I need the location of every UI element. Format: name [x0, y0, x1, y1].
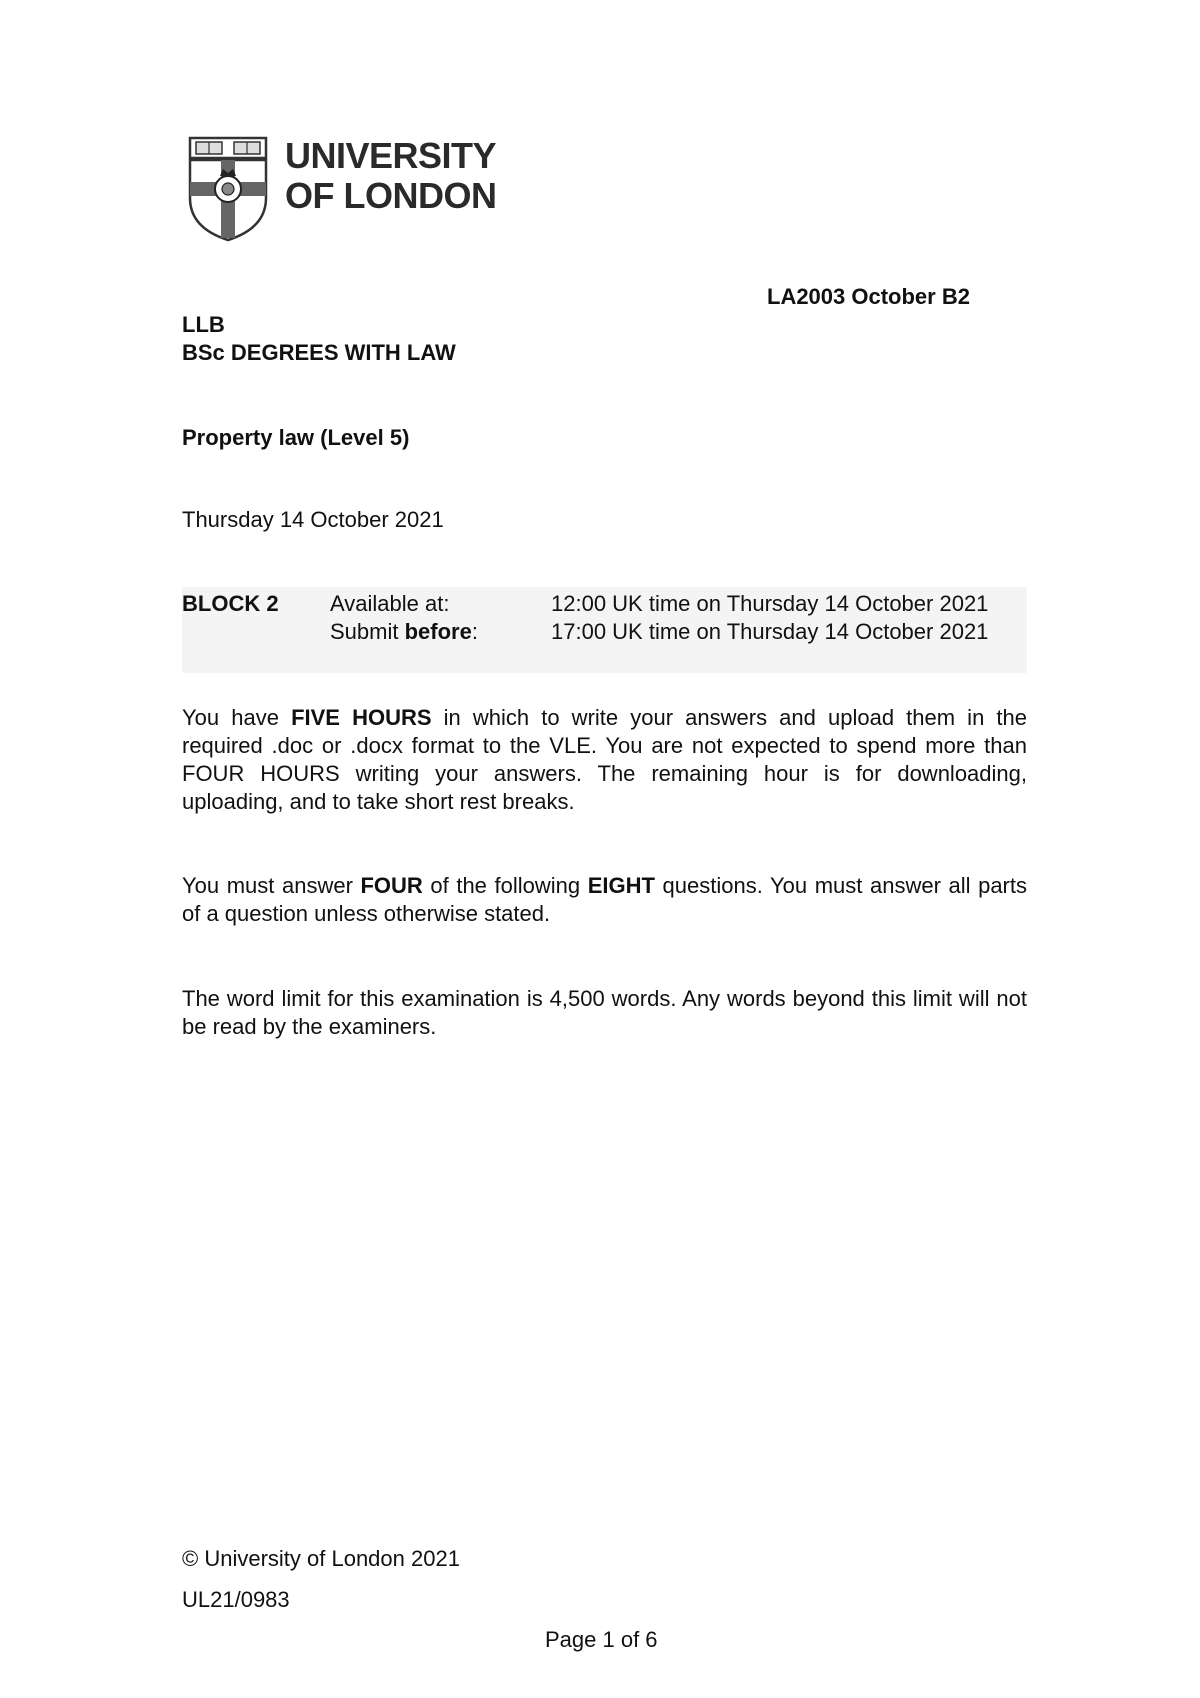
submit-prefix: Submit — [330, 619, 405, 644]
submit-before: before — [404, 619, 472, 644]
available-label: Available at: — [330, 591, 450, 616]
document-code: UL21/0983 — [182, 1587, 290, 1612]
university-crest-icon — [188, 136, 268, 242]
submit-suffix: : — [471, 619, 478, 644]
emphasis-eight: EIGHT — [587, 873, 655, 898]
course-title: Property law (Level 5) — [182, 425, 410, 450]
logo-line-2: OF LONDON — [285, 175, 497, 216]
page-number: Page 1 of 6 — [545, 1627, 658, 1652]
text-span: questions. You must answer all parts of a question unless otherwise stated. — [182, 873, 1027, 926]
instruction-questions — [182, 872, 1027, 928]
text-span: in which to write your answers and upload them in the required .doc or .docx format to the VLE. You are not expected to spend more than FOUR HOURS writing your answers. The remaining hour is for downloading, uploading, and to take short rest breaks. — [182, 705, 1027, 814]
text-span: You have — [182, 705, 292, 730]
copyright: © University of London 2021 — [182, 1546, 460, 1571]
university-logo — [188, 136, 508, 242]
instruction-time — [182, 704, 1027, 816]
submit-label — [330, 618, 478, 646]
available-time: 12:00 UK time on Thursday 14 October 2021 — [551, 591, 989, 616]
exam-date: Thursday 14 October 2021 — [182, 507, 444, 532]
emphasis-five-hours: FIVE HOURS — [291, 705, 432, 730]
degree-title-2: BSc DEGREES WITH LAW — [182, 340, 456, 365]
submit-time: 17:00 UK time on Thursday 14 October 2021 — [551, 619, 989, 644]
paper-code: LA2003 October B2 — [767, 284, 970, 309]
block-label: BLOCK 2 — [182, 591, 279, 616]
logo-line-1: UNIVERSITY — [285, 135, 497, 176]
logo-wordmark — [285, 136, 496, 216]
emphasis-four: FOUR — [360, 873, 423, 898]
text-span: You must answer — [182, 873, 361, 898]
text-span: of the following — [422, 873, 588, 898]
degree-title-1: LLB — [182, 312, 225, 337]
instruction-word-limit: The word limit for this examination is 4,500 words. Any words beyond this limit will not be read by the examiners. — [182, 986, 1027, 1039]
